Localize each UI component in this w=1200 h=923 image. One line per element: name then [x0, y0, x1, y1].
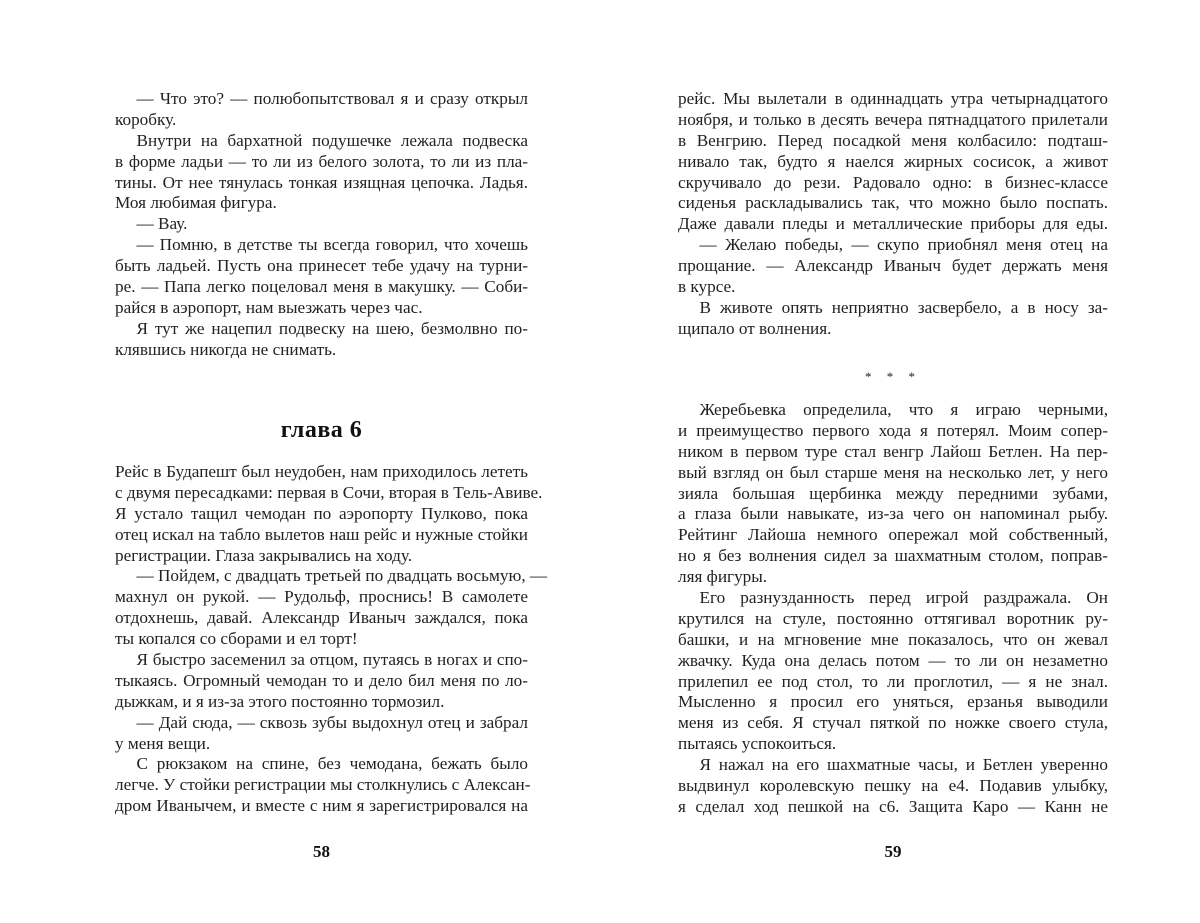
text-line: ноября, и только в десять вечера пятнадцатого прилетали — [678, 109, 1108, 129]
right-page-text-block-1 — [678, 89, 1108, 340]
text-line: Жеребьевка определила, что я играю черными, — [699, 400, 1108, 419]
text-line: — Помню, в детстве ты всегда говорил, что хочешь — [136, 235, 528, 255]
text-line: райся в аэропорт, нам выезжать через час. — [115, 297, 423, 317]
text-line: в Венгрию. Перед посадкой меня колбасило: подташ- — [678, 130, 1108, 150]
text-line: ре. — Папа легко поцеловал меня в макушку. — Соби- — [115, 277, 528, 297]
text-line: но я без волнения сидел за шахматным столом, поправ- — [678, 546, 1108, 566]
text-line: отдохнешь, давай. Александр Иваныч заждался, пока — [115, 608, 528, 628]
right-page — [678, 0, 1108, 923]
text-line: тины. От нее тянулась тонкая изящная цепочка. Ладья. — [115, 172, 528, 192]
text-line: зияла большая щербинка между передними зубами, — [678, 483, 1108, 503]
text-line: прилепил ее под стол, то ли проглотил, — я не знал. — [678, 671, 1108, 691]
text-line: рейс. Мы вылетали в одиннадцать утра четырнадцатого — [678, 89, 1108, 108]
text-line: я сделал ход пешкой на с6. Защита Каро — Канн не — [678, 796, 1108, 816]
text-line: вый взгляд он был старше меня на несколько лет, у него — [678, 462, 1108, 482]
left-page-text-block-2 — [115, 462, 548, 817]
text-line: и преимущество первого хода я потерял. Моим сопер- — [678, 420, 1108, 440]
text-line: — Что это? — полюбопытствовал я и сразу открыл — [136, 89, 528, 108]
text-line: дром Иванычем, и вместе с ним я зарегистрировался на — [115, 796, 528, 816]
text-line: прощание. — Александр Иваныч будет держать меня — [678, 256, 1108, 276]
text-line: отец искал на табло вылетов наш рейс и нужные стойки — [115, 524, 528, 544]
text-line: махнул он рукой. — Рудольф, проснись! В самолете — [115, 587, 528, 607]
text-line: — Пойдем, с двадцать третьей по двадцать восьмую, — — [136, 566, 548, 586]
text-line: коробку. — [115, 109, 177, 129]
right-page-text-block-2 — [678, 400, 1108, 818]
text-line: с двумя пересадками: первая в Сочи, вторая в Тель-Авиве. — [115, 482, 543, 502]
text-line: а глаза были навыкате, из-за чего он напоминал рыбу. — [678, 504, 1108, 524]
left-page-text-block-1 — [115, 89, 528, 361]
chapter-title: глава 6 — [280, 417, 363, 443]
page-number-right: 59 — [884, 842, 902, 861]
text-line: В животе опять неприятно засвербело, а в носу за- — [699, 297, 1108, 317]
text-line: Моя любимая фигура. — [115, 193, 277, 213]
text-line: Внутри на бархатной подушечке лежала подвеска — [136, 130, 528, 150]
text-line: тыкаясь. Огромный чемодан то и дело бил меня по ло- — [115, 670, 528, 690]
text-line: легче. У стойки регистрации мы столкнулись с Алексан- — [115, 775, 531, 795]
text-line: Мысленно я просил его уняться, ерзанья выводили — [678, 692, 1108, 712]
text-line: пытаясь успокоиться. — [678, 734, 837, 754]
text-line: Я устало тащил чемодан по аэропорту Пулково, пока — [115, 503, 528, 523]
text-line: ты копался со сборами и ел торт! — [115, 629, 358, 649]
text-line: ником в первом туре стал венгр Лайош Бетлен. На пер- — [678, 441, 1108, 461]
text-line: в форме ладьи — то ли из белого золота, то ли из пла- — [115, 151, 528, 171]
text-line: щипало от волнения. — [678, 318, 832, 338]
left-page — [115, 0, 548, 923]
text-line: — Желаю победы, — скупо приобнял меня отец на — [699, 235, 1108, 255]
text-line: скручивало до рези. Радовало одно: в бизнес-классе — [678, 172, 1108, 192]
page-number-left: 58 — [313, 842, 330, 861]
text-line: в курсе. — [678, 277, 736, 297]
text-line: Рейс в Будапешт был неудобен, нам приходилось лететь — [115, 462, 528, 481]
text-line: башки, и на мгновение мне показалось, что он жевал — [678, 629, 1108, 649]
text-line: сиденья раскладывались так, что можно было поспать. — [678, 193, 1108, 213]
text-line: дыжкам, и я из-за этого постоянно тормозил. — [115, 691, 445, 711]
text-line: Я тут же нацепил подвеску на шею, безмолвно по- — [136, 318, 528, 338]
text-line: Я быстро засеменил за отцом, путаясь в ногах и спо- — [136, 650, 528, 670]
section-separator: * * * — [865, 369, 921, 384]
text-line: жвачку. Куда она делась потом — то ли он незаметно — [678, 650, 1108, 670]
text-line: Рейтинг Лайоша немного опережал мой собственный, — [678, 525, 1108, 545]
text-line: меня из себя. Я стучал пяткой по ножке своего стула, — [678, 713, 1108, 733]
text-line: Его разнузданность перед игрой раздражала. Он — [699, 588, 1108, 608]
text-line: Я нажал на его шахматные часы, и Бетлен уверенно — [699, 755, 1108, 775]
text-line: ляя фигуры. — [678, 567, 768, 587]
text-line: у меня вещи. — [115, 733, 211, 753]
text-line: — Дай сюда, — сквозь зубы выдохнул отец и забрал — [136, 712, 528, 732]
text-line: регистрации. Глаза закрывались на ходу. — [115, 545, 412, 565]
text-line: выдвинул королевскую пешку на е4. Подавив улыбку, — [678, 776, 1108, 796]
text-line: быть ладьей. Пусть она принесет тебе удачу на турни- — [115, 256, 528, 276]
text-line: Даже давали пледы и металлические приборы для еды. — [678, 214, 1108, 234]
text-line: — Вау. — [136, 214, 188, 234]
text-line: крутился на стуле, постоянно оттягивал воротник ру- — [678, 608, 1108, 628]
text-line: С рюкзаком на спине, без чемодана, бежать было — [136, 754, 528, 774]
text-line: клявшись никогда не снимать. — [115, 339, 337, 359]
text-line: нивало так, будто я наелся жирных сосисок, а живот — [678, 151, 1108, 171]
